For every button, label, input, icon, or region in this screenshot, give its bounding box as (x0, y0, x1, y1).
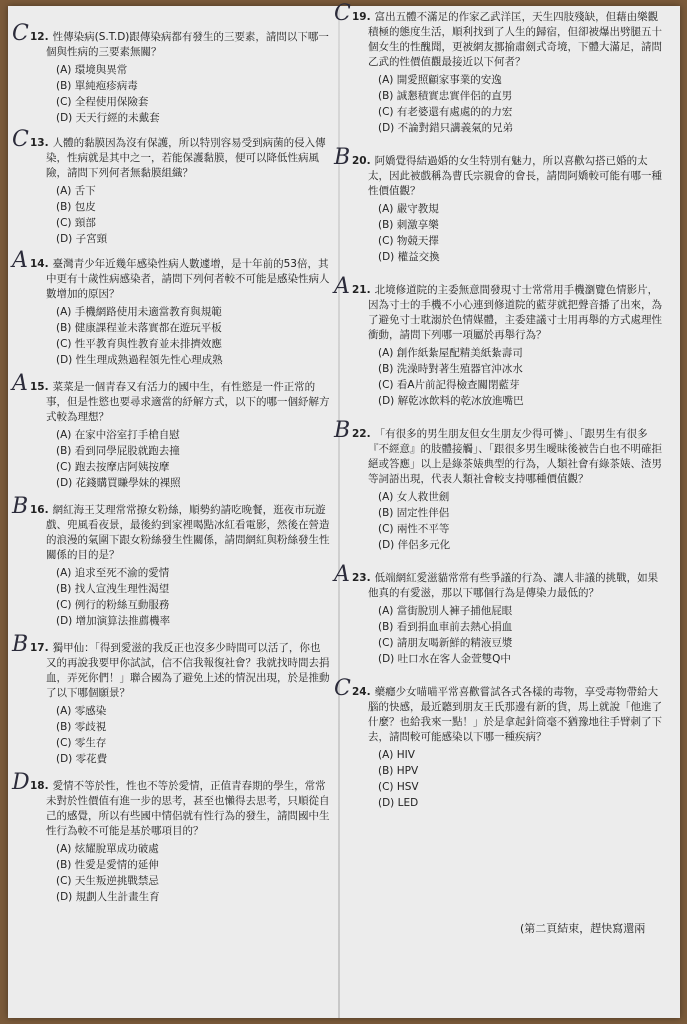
question-stem: 藥癮少女喵喵平常喜歡嘗試各式各樣的毒物，享受毒物帶給大腦的快感，最近聽到朋友王氏那邊有新的貨，馬上就說「他進了什麼？也給我來一點！」於是拿起針筒毫不猶豫地往手臂刺了下去，請問較可能感染以下哪一種疾病？ (368, 686, 662, 743)
option-d: (D) 解乾冰飲料的乾冰放進嘴巴 (378, 395, 524, 407)
option-c: (C) 物競天擇 (378, 235, 439, 247)
handwritten-answer: A (334, 274, 350, 299)
handwritten-answer: C (12, 127, 29, 152)
options-list (30, 304, 330, 368)
question-stem: 富出五體不滿足的作家乙武洋匡，天生四肢殘缺，但藉由樂觀積極的態度生活，順利找到了人生的歸宿，但卻被爆出劈腿五十個女生的性醜聞，更被網友挪揄肅劍式奇境，下體大滿足，請問乙武的性價值觀最接近以下何者？ (368, 11, 662, 68)
option-a: (A) 開愛照顧家事業的安逸 (378, 74, 502, 86)
option-b: (B) 包皮 (56, 201, 96, 213)
option-b: (B) 零歧視 (56, 721, 107, 733)
option-c: (C) 頸部 (56, 217, 96, 229)
handwritten-answer: D (12, 770, 30, 795)
question-21 (334, 274, 662, 409)
handwritten-answer: B (334, 418, 351, 443)
question-number: 16. (30, 504, 49, 516)
question-13 (12, 127, 330, 247)
option-c: (C) 請朋友喝新鮮的精液豆漿 (378, 637, 513, 649)
option-b: (B) 洗澡時對著生殖器官沖冰水 (378, 363, 523, 375)
question-number: 15. (30, 381, 49, 393)
question-12 (12, 21, 330, 126)
handwritten-answer: B (12, 494, 29, 519)
options-list (30, 703, 330, 767)
option-c: (C) 全程使用保險套 (56, 96, 149, 108)
option-a: (A) 舌下 (56, 185, 96, 197)
option-a: (A) HIV (378, 749, 415, 761)
options-list (352, 603, 662, 667)
question-number: 22. (352, 428, 371, 440)
option-b: (B) 誠懇積實忠實伴侶的直男 (378, 90, 513, 102)
option-c: (C) 例行的粉絲互動服務 (56, 599, 170, 611)
options-list (30, 62, 330, 126)
option-d: (D) 零花費 (56, 753, 108, 765)
page-footer: (第二頁結束，趕快寫還兩 (520, 922, 646, 935)
option-c: (C) 性平教育與性教育並未排擠效應 (56, 338, 222, 350)
option-d: (D) LED (378, 797, 419, 809)
option-a: (A) 炫耀脫單成功破處 (56, 843, 159, 855)
question-number: 18. (30, 780, 49, 792)
question-number: 21. (352, 284, 371, 296)
options-list (352, 201, 662, 265)
option-a: (A) 零感染 (56, 705, 107, 717)
option-d: (D) 天天行經的未戴套 (56, 112, 160, 124)
question-stem: 網紅海王艾理常常撩女粉絲，順勢約請吃晚餐，逛夜市玩遊戲、兜風看夜景，最後約到家裡喝點冰紅看電影，然後在營造的浪漫的氣圍下跟女粉絲發生性關係，請問網紅與粉絲發生性關係的目的是？ (46, 504, 330, 561)
options-list (352, 345, 662, 409)
handwritten-answer: A (12, 371, 28, 396)
question-number: 19. (352, 11, 371, 23)
option-d: (D) 規劃人生計畫生育 (56, 891, 160, 903)
question-number: 17. (30, 642, 49, 654)
option-b: (B) 健康課程並未落實都在遊玩平板 (56, 322, 222, 334)
question-number: 20. (352, 155, 371, 167)
handwritten-answer: C (12, 21, 29, 46)
option-c: (C) 兩性不平等 (378, 523, 450, 535)
option-a: (A) 在家中浴室打手槍自慰 (56, 429, 180, 441)
option-a: (A) 嚴守教規 (378, 203, 439, 215)
question-15 (12, 371, 330, 491)
options-list (352, 747, 662, 811)
options-list (30, 183, 330, 247)
option-c: (C) 有老婆還有處處的的力宏 (378, 106, 513, 118)
option-c: (C) HSV (378, 781, 419, 793)
question-18 (12, 770, 330, 905)
question-17 (12, 632, 330, 767)
question-14 (12, 248, 330, 368)
option-c: (C) 看A片前記得檢查關閉藍芽 (378, 379, 520, 391)
option-d: (D) 權益交換 (378, 251, 440, 263)
option-a: (A) 女人救世劍 (378, 491, 450, 503)
option-b: (B) 性愛是愛情的延伸 (56, 859, 159, 871)
question-stem: 人體的黏膜因為沒有保護，所以特別容易受到病菌的侵入傳染，性病就是其中之一，若能保護黏膜，便可以降低性病風險，請問下列何者無黏膜組織？ (46, 137, 326, 179)
option-a: (A) 環境與異常 (56, 64, 128, 76)
options-list (30, 841, 330, 905)
option-c: (C) 跑去按摩店阿姨按摩 (56, 461, 170, 473)
options-list (352, 489, 662, 553)
question-23 (334, 562, 662, 667)
option-d: (D) 增加演算法推薦機率 (56, 615, 171, 627)
question-stem: 愛情不等於性，性也不等於愛情，正值青春期的學生，常常未對於性價值有進一步的思考，甚至也懶得去思考，只順從自己的感覺，所以有些國中情侶就有性行為的發生，請問國中生性行為較不可能是基於哪項目的？ (46, 780, 330, 837)
handwritten-answer: B (334, 145, 351, 170)
handwritten-answer: A (334, 562, 350, 587)
question-number: 12. (30, 31, 49, 43)
option-a: (A) 手機網路使用未適當教育與規範 (56, 306, 222, 318)
option-d: (D) 不論對錯只講義氣的兄弟 (378, 122, 514, 134)
option-d: (D) 性生理成熟過程領先性心理成熟 (56, 354, 223, 366)
handwritten-answer: C (334, 1, 351, 26)
handwritten-answer: B (12, 632, 29, 657)
question-19 (334, 1, 662, 136)
question-stem: 菜菜是一個青春又有活力的國中生，有性慾是一件正常的事，但是性慾也要尋求適當的紓解方式，以下的哪一個紓解方式較為理想？ (46, 381, 330, 423)
option-a: (A) 創作紙紮屋配精美紙紮壽司 (378, 347, 523, 359)
question-number: 23. (352, 572, 371, 584)
left-column (12, 21, 330, 921)
option-d: (D) 吐口水在客人金萱雙Q中 (378, 653, 511, 665)
options-list (352, 72, 662, 136)
question-stem: 性傳染病(S.T.D)跟傳染病都有發生的三要素，請問以下哪一個與性病的三要素無關？ (46, 31, 329, 58)
question-22 (334, 418, 662, 553)
question-number: 14. (30, 258, 49, 270)
option-d: (D) 花錢購買賺學妹的裸照 (56, 477, 181, 489)
question-stem: 阿嬌覺得結過婚的女生特別有魅力，所以喜歡勾搭已婚的太太，因此被戲稱為曹氏宗親會的會長，請問阿嬌較可能有哪一種性價值觀？ (368, 155, 662, 197)
options-list (30, 565, 330, 629)
question-24 (334, 676, 662, 811)
question-stem: 北境修道院的主委無意間發現寸士常常用手機瀏覽色情影片，因為寸士的手機不小心連到修道院的藍芽就把聲音播了出來，為了避免寸士耽溺於色情媒體，主委建議寸士用再舉的方式處理性衝動，請問下列哪一項屬於再舉行為？ (368, 284, 662, 341)
handwritten-answer: C (334, 676, 351, 701)
options-list (30, 427, 330, 491)
option-b: (B) 找人宣洩生理性渴望 (56, 583, 170, 595)
question-number: 13. (30, 137, 49, 149)
question-stem: 獨甲仙：「得到愛滋的我反正也沒多少時間可以活了，你也又的再說我要甲你試試，信不信我報復社會？我就找時間去捐血，弄死你們！」聯合國為了避免上述的情況出現，於是推動了以下哪個願景？ (46, 642, 330, 699)
option-c: (C) 天生叛逆挑戰禁忌 (56, 875, 159, 887)
option-d: (D) 子宮頸 (56, 233, 108, 245)
option-b: (B) 看到同學屁股就跑去撞 (56, 445, 180, 457)
right-column (334, 1, 662, 827)
option-d: (D) 伴侶多元化 (378, 539, 451, 551)
option-a: (A) 追求至死不渝的愛情 (56, 567, 170, 579)
question-stem: 臺灣青少年近幾年感染性病人數遽增，是十年前的53倍，其中更有十歲性病感染者，請問下列何者較不可能是感染性病人數增加的原因？ (46, 258, 330, 300)
question-stem: 低端網紅愛滋貓常常有些爭議的行為、讓人非議的挑戰，如果他真的有愛滋，那以下哪個行為是傳染力最低的？ (368, 572, 659, 599)
option-a: (A) 當街脫別人褲子捕他屁眼 (378, 605, 513, 617)
option-b: (B) 刺激享樂 (378, 219, 439, 231)
question-stem: 「有很多的男生朋友但女生朋友少得可憐」、「跟男生有很多『不經意』的肢體接觸」、「跟很多男生曖昧後被告白也不明確拒絕或答應」以上是綠茶婊典型的行為，人類社會有綠茶婊、渣男等詞語出現，代表人類社會較支持哪種價值觀？ (368, 428, 662, 485)
option-b: (B) HPV (378, 765, 419, 777)
option-c: (C) 零生存 (56, 737, 107, 749)
handwritten-answer: A (12, 248, 28, 273)
question-16 (12, 494, 330, 629)
question-20 (334, 145, 662, 265)
question-number: 24. (352, 686, 371, 698)
option-b: (B) 固定性伴侶 (378, 507, 450, 519)
option-b: (B) 看到捐血車前去熱心捐血 (378, 621, 513, 633)
option-b: (B) 單純疱疹病毒 (56, 80, 138, 92)
